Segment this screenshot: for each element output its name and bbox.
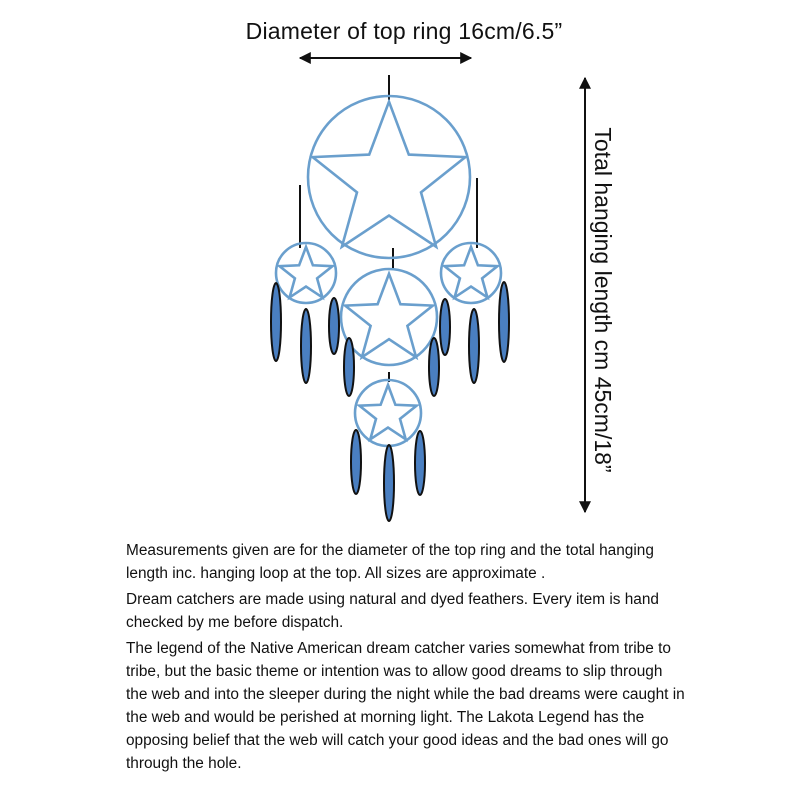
- feather: [329, 298, 339, 354]
- feather: [351, 430, 361, 494]
- feather: [499, 282, 509, 362]
- feather: [301, 309, 311, 383]
- legend-text: The legend of the Native American dream catcher varies somewhat from tribe to tribe, but the basic theme or intention was to allow good dreams to slip through the web and into the sleeper during the night while the bad dreams were caught in the web and would be perished at morning light. The Lakota Legend has the opposing belief that the web will catch your good ideas and the bad ones will go through the hole.: [126, 640, 685, 772]
- bottom-ring: [355, 380, 421, 446]
- center-ring: [341, 269, 437, 365]
- feather: [440, 299, 450, 355]
- star-icon: [445, 247, 498, 298]
- measurements-note: Measurements given are for the diameter of the top ring and the total hanging length inc. hanging loop at the top. All sizes are approximate .: [126, 542, 654, 582]
- description: [126, 539, 686, 778]
- star-icon: [359, 385, 416, 439]
- star-icon: [280, 247, 333, 298]
- dream-catcher: [271, 75, 509, 521]
- feather: [271, 283, 281, 361]
- top-ring: [308, 96, 470, 258]
- feather: [415, 431, 425, 495]
- feather: [344, 338, 354, 396]
- feather: [429, 338, 439, 396]
- top-ring-diameter-label: Diameter of top ring 16cm/6.5”: [245, 18, 563, 44]
- materials-note: Dream catchers are made using natural and dyed feathers. Every item is hand checked by me before dispatch.: [126, 591, 659, 631]
- feather: [469, 309, 479, 383]
- feather: [384, 445, 394, 521]
- right-ring: [441, 243, 501, 303]
- hanging-length-label: Total hanging length cm 45cm/18”: [590, 127, 616, 473]
- left-ring: [276, 243, 336, 303]
- star-icon: [345, 274, 433, 357]
- star-icon: [313, 102, 466, 247]
